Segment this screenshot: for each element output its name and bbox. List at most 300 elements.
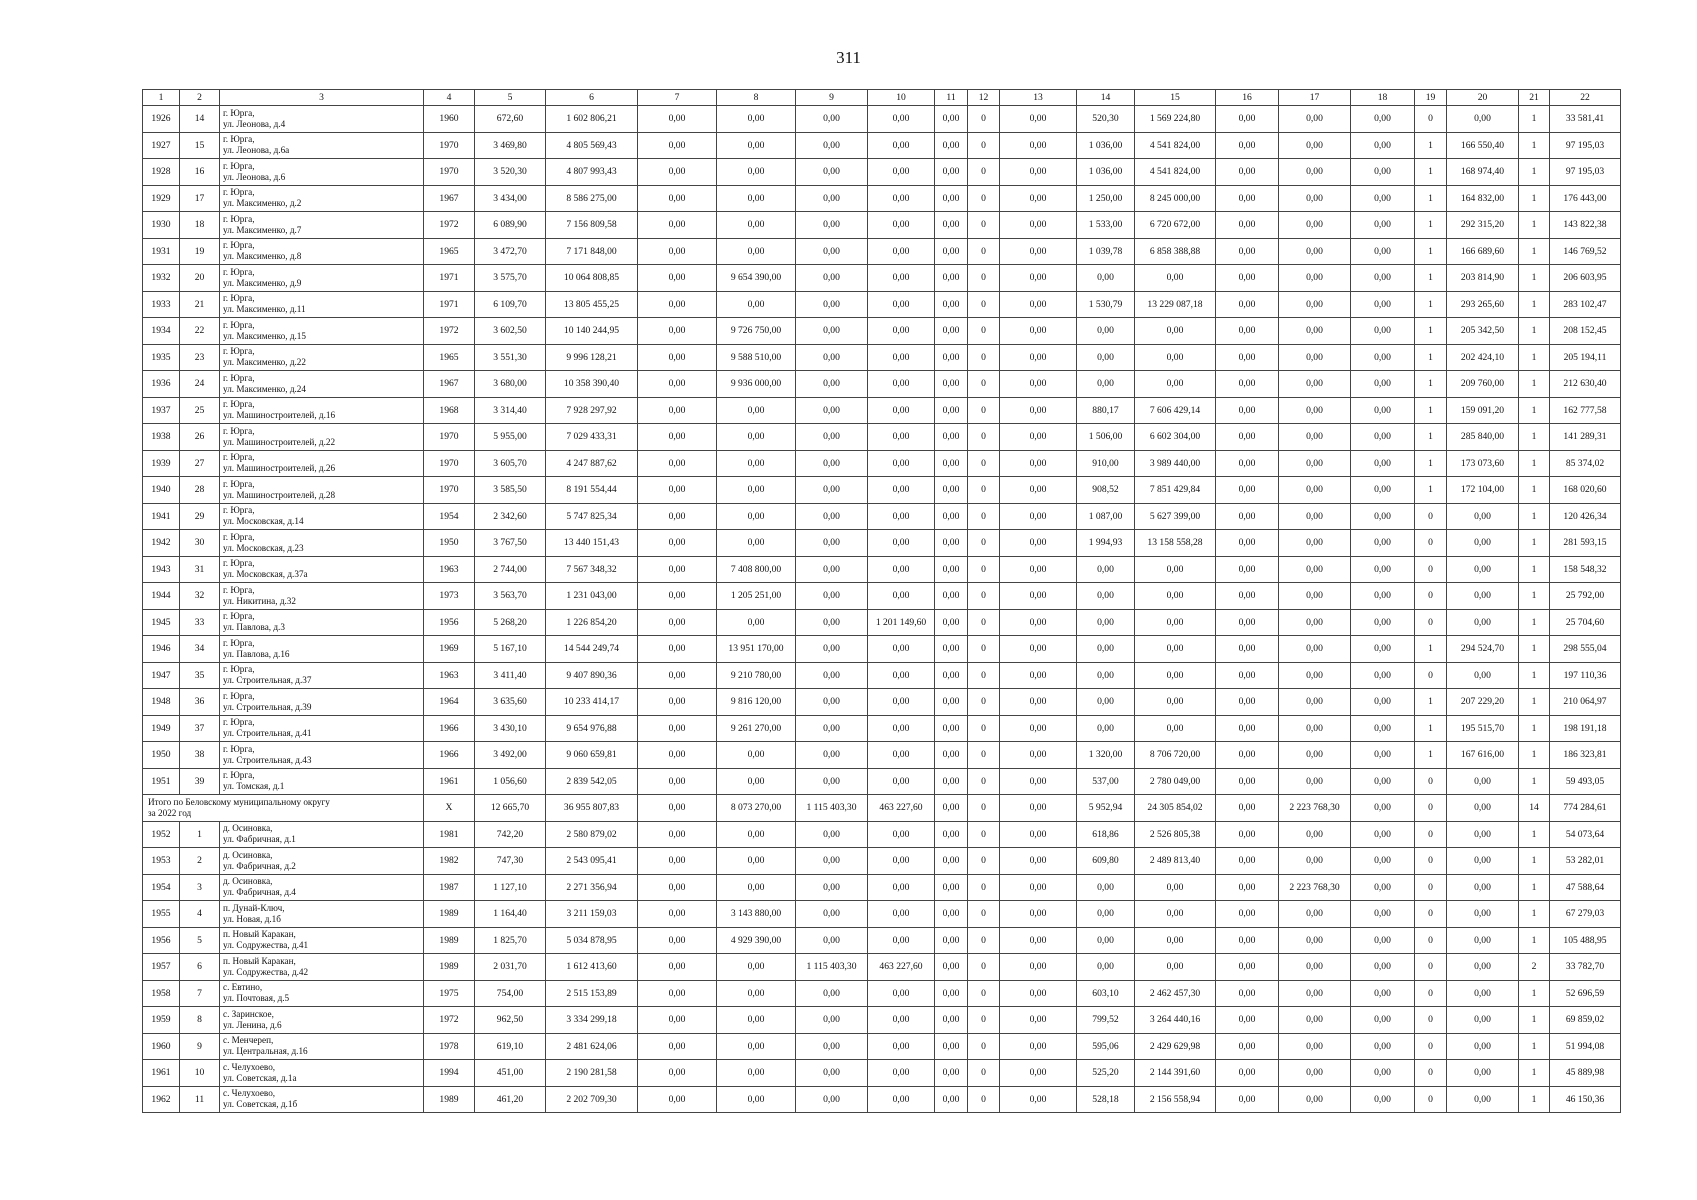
table-cell: 0,00	[1279, 477, 1351, 504]
address-line: д. Осиновка,	[223, 849, 273, 860]
table-cell: 36	[180, 689, 220, 716]
address-line: ул. Почтовая, д.5	[223, 993, 290, 1004]
table-cell: 0,00	[1216, 662, 1279, 689]
table-cell: 208 152,45	[1550, 318, 1621, 345]
table-row	[143, 185, 1621, 212]
table-cell: 4 247 887,62	[546, 450, 638, 477]
table-cell: 0,00	[935, 980, 968, 1007]
table-cell: 2 839 542,05	[546, 768, 638, 795]
table-cell: 0,00	[1216, 1033, 1279, 1060]
table-cell: 0,00	[1279, 662, 1351, 689]
table-cell: 0,00	[638, 450, 717, 477]
table-cell: 0,00	[796, 583, 868, 610]
table-cell: 25	[180, 397, 220, 424]
table-cell: 0,00	[1279, 530, 1351, 557]
table-cell: 0,00	[1135, 927, 1216, 954]
table-cell: 7 408 800,00	[717, 556, 796, 583]
table-cell: 0,00	[796, 132, 868, 159]
table-row	[143, 662, 1621, 689]
table-cell: 1	[1415, 742, 1447, 769]
table-cell: 0,00	[1000, 689, 1077, 716]
table-cell: 0,00	[935, 503, 968, 530]
table-cell: 52 696,59	[1550, 980, 1621, 1007]
table-cell: 166 550,40	[1447, 132, 1519, 159]
table-cell: 4 541 824,00	[1135, 132, 1216, 159]
table-cell: 1966	[424, 742, 475, 769]
table-cell: 203 814,90	[1447, 265, 1519, 292]
table-cell: 1987	[424, 874, 475, 901]
table-cell: 7 606 429,14	[1135, 397, 1216, 424]
table-cell: 0,00	[868, 132, 935, 159]
table-cell: 3 551,30	[475, 344, 546, 371]
table-cell: 0,00	[1447, 106, 1519, 133]
table-cell: 281 593,15	[1550, 530, 1621, 557]
table-cell: 1	[1519, 371, 1550, 398]
table-cell: 13 229 087,18	[1135, 291, 1216, 318]
table-cell: 0,00	[1447, 1086, 1519, 1113]
table-cell: 0,00	[1279, 742, 1351, 769]
table-cell: 3 434,00	[475, 185, 546, 212]
address-line: г. Юрга,	[223, 505, 255, 516]
table-cell: 0,00	[1135, 689, 1216, 716]
table-cell: 0,00	[1351, 954, 1415, 981]
table-cell: 1943	[143, 556, 180, 583]
table-cell: 1	[1415, 132, 1447, 159]
table-cell: 0,00	[1351, 636, 1415, 663]
table-cell: 0,00	[1000, 1060, 1077, 1087]
table-cell: 1	[1519, 662, 1550, 689]
table-cell: 3 143 880,00	[717, 901, 796, 928]
table-cell: 799,52	[1077, 1007, 1135, 1034]
table-cell: 10 064 808,85	[546, 265, 638, 292]
address-cell	[220, 1060, 424, 1087]
table-cell: 0,00	[717, 397, 796, 424]
table-cell: 9 588 510,00	[717, 344, 796, 371]
table-cell: 176 443,00	[1550, 185, 1621, 212]
table-cell: 0,00	[1351, 795, 1415, 822]
table-cell: 0	[968, 185, 1000, 212]
table-cell: 0	[968, 450, 1000, 477]
address-cell	[220, 291, 424, 318]
table-cell: 0,00	[1135, 715, 1216, 742]
table-cell: 0,00	[935, 901, 968, 928]
table-cell: 754,00	[475, 980, 546, 1007]
table-cell: 1	[1519, 848, 1550, 875]
table-cell: 0,00	[868, 530, 935, 557]
table-cell: 9 726 750,00	[717, 318, 796, 345]
column-header-8: 8	[717, 90, 796, 106]
table-cell: 0,00	[1279, 424, 1351, 451]
table-cell: 1 569 224,80	[1135, 106, 1216, 133]
table-row	[143, 477, 1621, 504]
table-cell: 0,00	[935, 185, 968, 212]
address-cell	[220, 874, 424, 901]
table-cell: 3 585,50	[475, 477, 546, 504]
table-cell: 2 223 768,30	[1279, 874, 1351, 901]
table-cell: 747,30	[475, 848, 546, 875]
table-cell: 0,00	[1077, 901, 1135, 928]
table-cell: 0,00	[796, 185, 868, 212]
address-line: д. Осиновка,	[223, 876, 273, 887]
table-cell: 0	[1415, 556, 1447, 583]
table-cell: 0,00	[1279, 371, 1351, 398]
table-cell: 0,00	[1279, 1007, 1351, 1034]
table-cell: 0,00	[1000, 1007, 1077, 1034]
table-cell: 1	[1415, 291, 1447, 318]
table-cell: 29	[180, 503, 220, 530]
table-cell: 0,00	[935, 556, 968, 583]
table-cell: 1	[1519, 344, 1550, 371]
table-cell: 1	[1519, 265, 1550, 292]
table-cell: 1949	[143, 715, 180, 742]
table-cell: 0,00	[1279, 344, 1351, 371]
table-cell: 0,00	[1351, 927, 1415, 954]
table-cell: 0,00	[638, 503, 717, 530]
table-cell: 146 769,52	[1550, 238, 1621, 265]
table-cell: 0,00	[1279, 397, 1351, 424]
table-cell: 205 194,11	[1550, 344, 1621, 371]
table-cell: 4 929 390,00	[717, 927, 796, 954]
table-cell: 0,00	[935, 477, 968, 504]
table-cell: 1 056,60	[475, 768, 546, 795]
table-cell: 0,00	[717, 477, 796, 504]
table-cell: 0,00	[1216, 1007, 1279, 1034]
table-cell: 0,00	[1000, 848, 1077, 875]
table-cell: 0,00	[1135, 874, 1216, 901]
table-cell: 2 342,60	[475, 503, 546, 530]
table-cell: 0,00	[1000, 927, 1077, 954]
address-line: г. Юрга,	[223, 611, 255, 622]
address-line: ул. Строительная, д.41	[223, 728, 312, 739]
table-cell: 0,00	[717, 742, 796, 769]
table-cell: 2 526 805,38	[1135, 821, 1216, 848]
table-cell: 0	[968, 318, 1000, 345]
table-row	[143, 238, 1621, 265]
table-cell: 0	[968, 742, 1000, 769]
table-cell: 3 472,70	[475, 238, 546, 265]
table-cell: 0,00	[1216, 636, 1279, 663]
table-cell: 1958	[143, 980, 180, 1007]
table-cell: 1	[180, 821, 220, 848]
table-cell: 1	[1519, 424, 1550, 451]
table-cell: 0,00	[935, 397, 968, 424]
table-row	[143, 1060, 1621, 1087]
table-cell: 197 110,36	[1550, 662, 1621, 689]
table-cell: 0,00	[638, 238, 717, 265]
table-cell: 0,00	[638, 689, 717, 716]
table-cell: 0,00	[1447, 954, 1519, 981]
table-cell: 0,00	[796, 1086, 868, 1113]
table-cell: 1	[1519, 132, 1550, 159]
table-cell: 0,00	[638, 106, 717, 133]
table-cell: 3 989 440,00	[1135, 450, 1216, 477]
table-cell: 8 706 720,00	[1135, 742, 1216, 769]
table-cell: 1 127,10	[475, 874, 546, 901]
table-cell: 0,00	[717, 1060, 796, 1087]
table-cell: 1927	[143, 132, 180, 159]
table-cell: 0,00	[868, 397, 935, 424]
table-cell: 13 951 170,00	[717, 636, 796, 663]
table-cell: 0	[1415, 768, 1447, 795]
table-cell: 0,00	[935, 132, 968, 159]
table-cell: 525,20	[1077, 1060, 1135, 1087]
table-cell: 0,00	[1216, 874, 1279, 901]
column-header-15: 15	[1135, 90, 1216, 106]
address-line: г. Юрга,	[223, 266, 255, 277]
address-line: ул. Содружества, д.42	[223, 966, 309, 977]
table-cell: 0,00	[796, 689, 868, 716]
housing-register-table	[142, 89, 1621, 1113]
address-line: г. Юрга,	[223, 107, 255, 118]
table-cell: 0,00	[638, 1060, 717, 1087]
table-cell: 0,00	[796, 927, 868, 954]
table-cell: 1935	[143, 344, 180, 371]
table-cell: 0,00	[1279, 689, 1351, 716]
table-cell: 0,00	[717, 185, 796, 212]
table-cell: 47 588,64	[1550, 874, 1621, 901]
table-cell: 0,00	[1135, 583, 1216, 610]
table-cell: 0,00	[1351, 238, 1415, 265]
table-cell: 0,00	[1216, 821, 1279, 848]
table-cell: 0,00	[1000, 132, 1077, 159]
address-line: ул. Машиностроителей, д.16	[223, 410, 336, 421]
table-cell: 5 955,00	[475, 424, 546, 451]
table-cell: 0,00	[1000, 795, 1077, 822]
address-cell	[220, 265, 424, 292]
table-cell: 0,00	[1216, 583, 1279, 610]
table-cell: 0,00	[1216, 556, 1279, 583]
table-cell: 0,00	[868, 742, 935, 769]
table-cell: 0,00	[1077, 927, 1135, 954]
total-row	[143, 795, 1621, 822]
address-line: ул. Максименко, д.2	[223, 198, 302, 209]
table-cell: 17	[180, 185, 220, 212]
table-cell: 0	[968, 424, 1000, 451]
table-row	[143, 106, 1621, 133]
table-cell: 0,00	[1351, 159, 1415, 186]
table-cell: 774 284,61	[1550, 795, 1621, 822]
address-line: ул. Строительная, д.37	[223, 675, 312, 686]
table-cell: 1	[1415, 636, 1447, 663]
table-cell: 1947	[143, 662, 180, 689]
table-cell: 0,00	[1135, 371, 1216, 398]
table-cell: 0	[968, 848, 1000, 875]
table-cell: 14 544 249,74	[546, 636, 638, 663]
table-cell: 202 424,10	[1447, 344, 1519, 371]
table-cell: 0,00	[1351, 450, 1415, 477]
table-cell: 0,00	[1216, 132, 1279, 159]
address-line: ул. Максименко, д.24	[223, 383, 306, 394]
table-cell: 1959	[143, 1007, 180, 1034]
table-cell: 5 952,94	[1077, 795, 1135, 822]
address-line: г. Юрга,	[223, 160, 255, 171]
address-line: ул. Максименко, д.8	[223, 251, 302, 262]
address-line: г. Юрга,	[223, 240, 255, 251]
table-cell: 0,00	[796, 291, 868, 318]
table-cell: 0,00	[717, 874, 796, 901]
table-cell: 0,00	[1351, 344, 1415, 371]
table-cell: 1978	[424, 1033, 475, 1060]
table-cell: 0,00	[1447, 1060, 1519, 1087]
table-cell: 0,00	[1216, 185, 1279, 212]
address-line: ул. Московская, д.14	[223, 516, 304, 527]
table-cell: 0,00	[1351, 980, 1415, 1007]
table-cell: 1 602 806,21	[546, 106, 638, 133]
table-cell: 0,00	[1351, 477, 1415, 504]
address-cell	[220, 980, 424, 1007]
table-cell: 0,00	[1077, 662, 1135, 689]
table-cell: 0,00	[868, 265, 935, 292]
table-cell: 0,00	[1000, 503, 1077, 530]
table-cell: 0,00	[935, 318, 968, 345]
table-cell: 6 089,90	[475, 212, 546, 239]
table-cell: 0,00	[638, 874, 717, 901]
table-cell: 1 226 854,20	[546, 609, 638, 636]
table-cell: 4 807 993,43	[546, 159, 638, 186]
table-cell: 0,00	[1000, 901, 1077, 928]
table-cell: 0,00	[868, 583, 935, 610]
column-header-13: 13	[1000, 90, 1077, 106]
table-cell: 9 654 390,00	[717, 265, 796, 292]
table-cell: 0,00	[796, 503, 868, 530]
table-cell: 0,00	[935, 715, 968, 742]
table-cell: 0,00	[1216, 742, 1279, 769]
table-cell: 0	[1415, 954, 1447, 981]
table-cell: 0,00	[935, 1007, 968, 1034]
table-body	[143, 106, 1621, 1113]
table-cell: 1971	[424, 291, 475, 318]
table-cell: 0,00	[638, 530, 717, 557]
address-line: ул. Строительная, д.43	[223, 754, 312, 765]
table-cell: 0	[968, 1060, 1000, 1087]
table-row	[143, 742, 1621, 769]
table-cell: 1	[1415, 159, 1447, 186]
table-cell: 0,00	[796, 848, 868, 875]
table-row	[143, 1007, 1621, 1034]
table-cell: 0,00	[1135, 556, 1216, 583]
table-cell: 1946	[143, 636, 180, 663]
table-cell: 0,00	[1000, 821, 1077, 848]
table-cell: 1960	[143, 1033, 180, 1060]
table-cell: 0,00	[868, 715, 935, 742]
table-cell: 207 229,20	[1447, 689, 1519, 716]
table-cell: 0,00	[935, 212, 968, 239]
table-cell: 1	[1519, 318, 1550, 345]
table-cell: 1	[1415, 238, 1447, 265]
table-cell: 1952	[143, 821, 180, 848]
table-cell: 0	[968, 980, 1000, 1007]
table-cell: 33 581,41	[1550, 106, 1621, 133]
table-cell: 1	[1415, 265, 1447, 292]
table-cell: 0,00	[1077, 874, 1135, 901]
table-cell: 0	[968, 636, 1000, 663]
address-cell	[220, 159, 424, 186]
table-cell: 3 575,70	[475, 265, 546, 292]
table-cell: 0,00	[935, 689, 968, 716]
table-cell: 0,00	[1135, 662, 1216, 689]
table-cell: 13 158 558,28	[1135, 530, 1216, 557]
table-cell: 0,00	[1279, 106, 1351, 133]
table-cell: 1 320,00	[1077, 742, 1135, 769]
table-cell: 5 268,20	[475, 609, 546, 636]
table-cell: 1957	[143, 954, 180, 981]
table-cell: 0,00	[1279, 132, 1351, 159]
table-cell: 35	[180, 662, 220, 689]
address-line: г. Юрга,	[223, 717, 255, 728]
table-cell: 0	[968, 821, 1000, 848]
table-cell: 4 805 569,43	[546, 132, 638, 159]
table-cell: 0,00	[1000, 980, 1077, 1007]
address-cell	[220, 106, 424, 133]
table-cell: 4 541 824,00	[1135, 159, 1216, 186]
address-line: ул. Московская, д.23	[223, 542, 304, 553]
table-cell: 0,00	[868, 636, 935, 663]
table-cell: 168 974,40	[1447, 159, 1519, 186]
table-cell: 0,00	[1447, 1007, 1519, 1034]
table-cell: 3 563,70	[475, 583, 546, 610]
address-line: г. Юрга,	[223, 558, 255, 569]
table-cell: 0,00	[935, 821, 968, 848]
table-cell: 0,00	[1000, 954, 1077, 981]
table-cell: 1969	[424, 636, 475, 663]
table-cell: 0,00	[1351, 265, 1415, 292]
address-line: г. Юрга,	[223, 187, 255, 198]
table-cell: 1950	[143, 742, 180, 769]
address-cell	[220, 768, 424, 795]
table-row	[143, 874, 1621, 901]
table-row	[143, 450, 1621, 477]
table-cell: 0,00	[1351, 583, 1415, 610]
table-cell: 0,00	[935, 106, 968, 133]
table-cell: 13 440 151,43	[546, 530, 638, 557]
table-cell: 0	[968, 238, 1000, 265]
table-cell: 0	[968, 583, 1000, 610]
table-cell: 0	[968, 530, 1000, 557]
table-cell: 1982	[424, 848, 475, 875]
table-cell: 2	[180, 848, 220, 875]
table-cell: 6 858 388,88	[1135, 238, 1216, 265]
table-cell: 1 250,00	[1077, 185, 1135, 212]
table-cell: 0,00	[1279, 1060, 1351, 1087]
table-cell: 0	[968, 609, 1000, 636]
table-cell: 15	[180, 132, 220, 159]
table-cell: 0,00	[1000, 318, 1077, 345]
table-cell: 69 859,02	[1550, 1007, 1621, 1034]
table-cell: 0,00	[868, 927, 935, 954]
table-cell: 0,00	[1279, 927, 1351, 954]
table-cell: 25 704,60	[1550, 609, 1621, 636]
table-cell: 1930	[143, 212, 180, 239]
table-row	[143, 954, 1621, 981]
table-cell: 0	[968, 1033, 1000, 1060]
table-cell: 1975	[424, 980, 475, 1007]
table-cell: 0,00	[935, 371, 968, 398]
address-line: п. Дунай-Ключ,	[223, 902, 285, 913]
table-cell: 1944	[143, 583, 180, 610]
table-cell: 6 602 304,00	[1135, 424, 1216, 451]
table-cell: 210 064,97	[1550, 689, 1621, 716]
table-cell: 0,00	[1077, 583, 1135, 610]
address-cell	[220, 530, 424, 557]
table-cell: 1 164,40	[475, 901, 546, 928]
table-cell: 0,00	[868, 291, 935, 318]
table-cell: 0,00	[796, 344, 868, 371]
table-cell: 0,00	[1279, 265, 1351, 292]
table-cell: 0,00	[796, 1033, 868, 1060]
table-cell: 45 889,98	[1550, 1060, 1621, 1087]
table-row	[143, 583, 1621, 610]
table-cell: 0,00	[1135, 609, 1216, 636]
